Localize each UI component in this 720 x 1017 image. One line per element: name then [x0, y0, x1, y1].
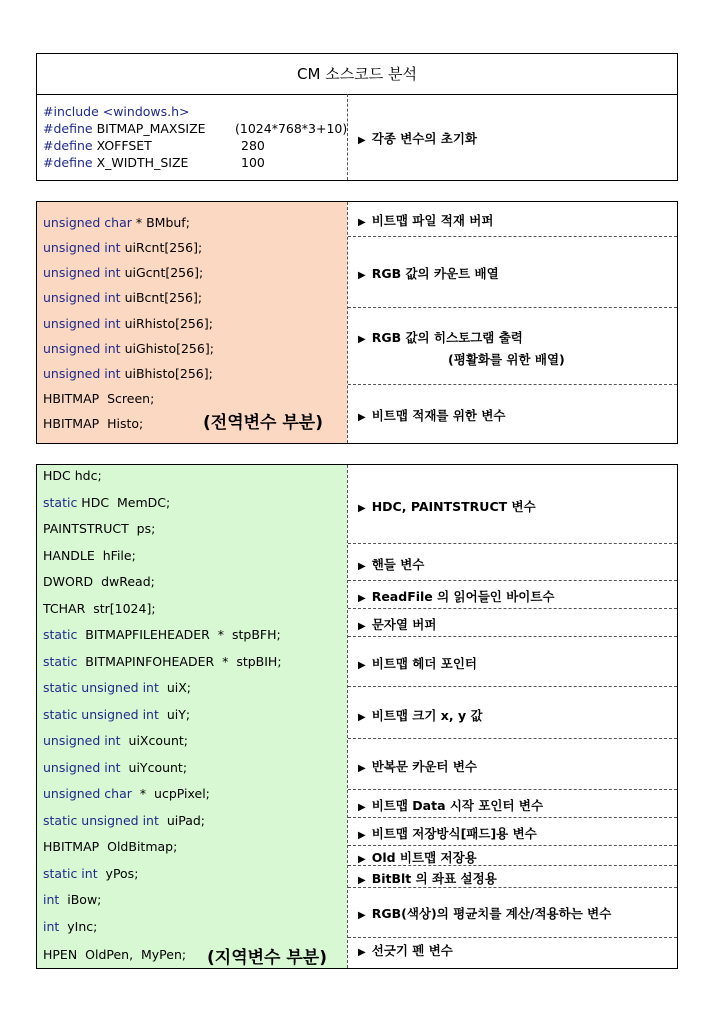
arrow-icon: ▶: [358, 830, 366, 841]
type-keyword: static: [43, 654, 78, 669]
code-line: [43, 215, 190, 231]
desc-label: 비트맵 Data 시작 포인터 변수: [371, 798, 544, 813]
desc-cell: [348, 938, 677, 968]
desc-cell: [348, 846, 677, 866]
type-keyword: unsigned char: [43, 786, 132, 801]
desc-label: RGB 값의 카운트 배열: [371, 266, 499, 281]
desc-item: [358, 211, 493, 229]
globals-code-column: [37, 202, 347, 443]
desc-item: [358, 824, 537, 842]
identifier: uiRhisto[256];: [120, 316, 213, 331]
desc-cell: [348, 385, 677, 443]
code-line: [43, 627, 281, 643]
identifier: * ucpPixel;: [131, 786, 210, 801]
globals-desc-column: [347, 202, 677, 443]
identifier: uiBcnt[256];: [120, 290, 203, 305]
locals-box: [36, 464, 678, 969]
desc-item: [358, 904, 611, 922]
identifier: TCHAR str[1024];: [43, 601, 156, 616]
desc-label: 선긋기 펜 변수: [371, 943, 453, 958]
desc-label: BitBlt 의 좌표 설정용: [371, 871, 497, 886]
code-line: [43, 290, 202, 306]
identifier: HBITMAP OldBitmap;: [43, 839, 178, 854]
identifier: uiRcnt[256];: [120, 240, 203, 255]
desc-cell: [348, 739, 677, 790]
desc-label: 비트맵 크기 x, y 값: [371, 708, 483, 723]
desc-item: [358, 848, 477, 866]
identifier: uiGhisto[256];: [120, 341, 214, 356]
code-line: [43, 786, 210, 802]
desc-item: [358, 941, 453, 959]
type-keyword: unsigned int: [43, 733, 121, 748]
type-keyword: static int: [43, 866, 98, 881]
desc-item: [358, 555, 424, 573]
arrow-icon: ▶: [358, 875, 366, 886]
header-box: [36, 53, 678, 181]
type-keyword: static unsigned int: [43, 680, 159, 695]
identifier: uiYcount;: [120, 760, 188, 775]
desc-cell: [348, 465, 677, 544]
desc-label: RGB 값의 히스토그램 출력: [371, 330, 523, 345]
code-line: [43, 391, 154, 407]
desc-item: [358, 796, 543, 814]
code-line: [43, 366, 213, 382]
define-line: [43, 121, 206, 137]
code-line: [43, 919, 97, 935]
desc-label: ReadFile 의 읽어들인 바이트수: [371, 589, 555, 604]
code-line: [43, 760, 187, 776]
desc-label: RGB(색상)의 평균치를 계산/적용하는 변수: [371, 906, 612, 921]
directive-keyword: #define: [43, 138, 93, 153]
desc-item: [358, 497, 536, 515]
desc-item: [358, 869, 497, 887]
globals-box: [36, 201, 678, 444]
directive-keyword: #define: [43, 121, 93, 136]
identifier: DWORD dwRead;: [43, 574, 155, 589]
define-line: [43, 104, 190, 120]
desc-item: [358, 328, 523, 346]
desc-label: 각종 변수의 초기화: [371, 131, 478, 146]
code-line: [43, 813, 205, 829]
arrow-icon: ▶: [358, 802, 366, 813]
arrow-icon: ▶: [358, 270, 366, 281]
code-line: [43, 707, 190, 723]
defines-block: [37, 94, 347, 180]
type-keyword: unsigned int: [43, 316, 121, 331]
desc-cell: [348, 308, 677, 385]
desc-item: [358, 615, 436, 633]
code-line: [43, 601, 156, 617]
identifier: uiPad;: [158, 813, 206, 828]
desc-cell: [348, 866, 677, 888]
identifier: uiBhisto[256];: [120, 366, 213, 381]
desc-cell: [348, 818, 677, 846]
define-line: [43, 155, 188, 171]
identifier: iBow;: [59, 892, 102, 907]
define-value: 100: [241, 155, 265, 170]
desc-cell: [348, 888, 677, 938]
code-line: [43, 316, 213, 332]
type-keyword: unsigned int: [43, 760, 121, 775]
locals-section-label: (지역변수 부분): [207, 948, 327, 968]
code-line: [43, 947, 186, 963]
desc-cell: [348, 544, 677, 581]
desc-item: [358, 264, 499, 282]
directive-body: XOFFSET: [92, 138, 152, 153]
desc-cell: [348, 790, 677, 818]
define-line: [43, 138, 152, 154]
identifier: BITMAPFILEHEADER * stpBFH;: [77, 627, 281, 642]
desc-cell: [348, 609, 677, 637]
arrow-icon: ▶: [358, 593, 366, 604]
identifier: uiGcnt[256];: [120, 265, 204, 280]
desc-label: 핸들 변수: [371, 557, 425, 572]
code-line: [43, 839, 177, 855]
desc-item: [358, 587, 555, 605]
code-line: [43, 521, 155, 537]
header-desc-column: [347, 94, 677, 180]
desc-label: 반복문 카운터 변수: [371, 759, 478, 774]
arrow-icon: ▶: [358, 763, 366, 774]
arrow-icon: ▶: [358, 910, 366, 921]
desc-label: 비트맵 헤더 포인터: [371, 656, 478, 671]
type-keyword: int: [43, 919, 60, 934]
arrow-icon: ▶: [358, 660, 366, 671]
identifier: HDC MemDC;: [77, 495, 171, 510]
desc-label: Old 비트맵 저장용: [371, 850, 477, 865]
desc-cell: [348, 202, 677, 237]
identifier: HBITMAP Histo;: [43, 416, 144, 431]
code-line: [43, 468, 102, 484]
type-keyword: static: [43, 495, 78, 510]
desc-label: 문자열 버퍼: [371, 617, 437, 632]
identifier: HPEN OldPen, MyPen;: [43, 947, 187, 962]
desc-subtext: (평활화를 위한 배열): [448, 352, 565, 367]
identifier: HDC hdc;: [43, 468, 102, 483]
identifier: HANDLE hFile;: [43, 548, 136, 563]
define-value: (1024*768*3+10): [235, 121, 348, 136]
locals-desc-column: [347, 465, 677, 968]
locals-code-column: [37, 465, 347, 968]
directive-body: BITMAP_MAXSIZE: [92, 121, 206, 136]
code-line: [43, 240, 202, 256]
arrow-icon: ▶: [358, 412, 366, 423]
code-line: [43, 866, 138, 882]
desc-label: 비트맵 저장방식[패드]용 변수: [371, 826, 537, 841]
identifier: PAINTSTRUCT ps;: [43, 521, 156, 536]
desc-item: [358, 757, 477, 775]
directive-body: <windows.h>: [98, 104, 190, 119]
code-line: [43, 341, 214, 357]
header-desc: [358, 129, 477, 147]
directive-keyword: #include: [43, 104, 99, 119]
type-keyword: static unsigned int: [43, 707, 159, 722]
type-keyword: unsigned int: [43, 366, 121, 381]
desc-label: 비트맵 적재를 위한 변수: [371, 408, 506, 423]
type-keyword: unsigned int: [43, 240, 121, 255]
code-line: [43, 733, 188, 749]
desc-cell: [348, 687, 677, 739]
type-keyword: int: [43, 892, 60, 907]
identifier: uiY;: [158, 707, 191, 722]
page-title: CM 소스코드 분석: [37, 54, 677, 95]
identifier: uiX;: [158, 680, 192, 695]
directive-keyword: #define: [43, 155, 93, 170]
code-line: [43, 416, 143, 432]
code-line: [43, 680, 191, 696]
identifier: yPos;: [97, 866, 139, 881]
desc-item: [358, 706, 483, 724]
arrow-icon: ▶: [358, 503, 366, 514]
arrow-icon: ▶: [358, 334, 366, 345]
code-line: [43, 654, 282, 670]
arrow-icon: ▶: [358, 947, 366, 958]
code-line: [43, 495, 170, 511]
code-line: [43, 892, 101, 908]
identifier: * BMbuf;: [131, 215, 190, 230]
arrow-icon: ▶: [358, 621, 366, 632]
identifier: uiXcount;: [120, 733, 188, 748]
code-line: [43, 574, 155, 590]
define-value: 280: [241, 138, 265, 153]
arrow-icon: ▶: [358, 854, 366, 865]
type-keyword: static unsigned int: [43, 813, 159, 828]
desc-cell: [348, 237, 677, 308]
identifier: HBITMAP Screen;: [43, 391, 155, 406]
type-keyword: unsigned char: [43, 215, 132, 230]
desc-cell: [348, 581, 677, 609]
arrow-icon: ▶: [358, 561, 366, 572]
arrow-icon: ▶: [358, 135, 366, 146]
desc-item: [358, 654, 477, 672]
type-keyword: static: [43, 627, 78, 642]
identifier: yInc;: [59, 919, 98, 934]
code-line: [43, 265, 203, 281]
type-keyword: unsigned int: [43, 341, 121, 356]
globals-section-label: (전역변수 부분): [203, 413, 323, 433]
type-keyword: unsigned int: [43, 290, 121, 305]
type-keyword: unsigned int: [43, 265, 121, 280]
desc-label: HDC, PAINTSTRUCT 변수: [371, 499, 536, 514]
desc-item: [358, 406, 506, 424]
desc-label: 비트맵 파일 적재 버퍼: [371, 213, 494, 228]
arrow-icon: ▶: [358, 217, 366, 228]
arrow-icon: ▶: [358, 712, 366, 723]
directive-body: X_WIDTH_SIZE: [92, 155, 189, 170]
identifier: BITMAPINFOHEADER * stpBIH;: [77, 654, 282, 669]
code-line: [43, 548, 136, 564]
desc-cell: [348, 637, 677, 687]
